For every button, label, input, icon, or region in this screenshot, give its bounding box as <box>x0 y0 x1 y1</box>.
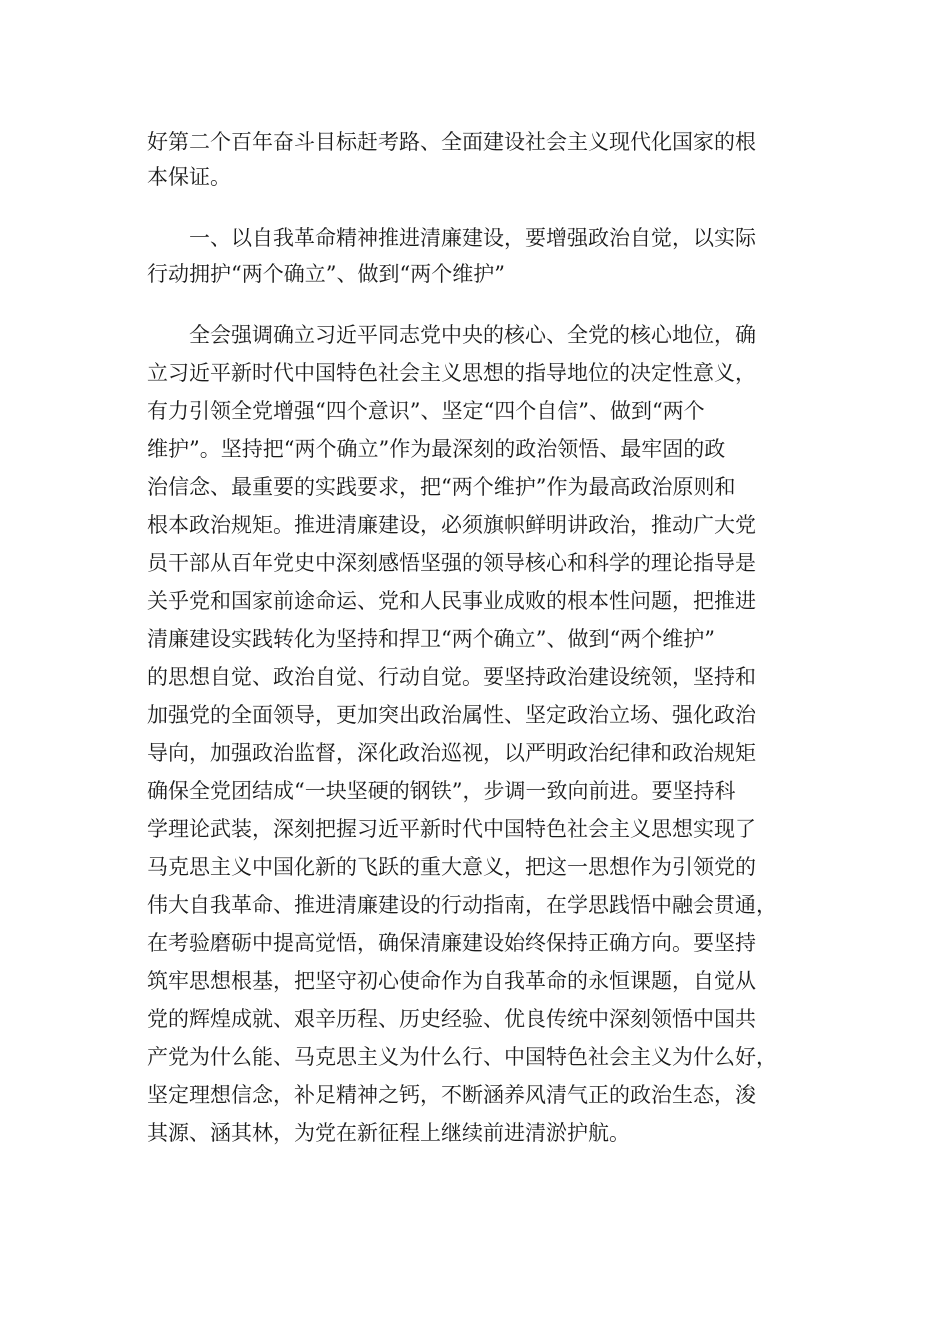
text-line: 坚定理想信念，补足精神之钙，不断涵养风清气正的政治生态，浚 <box>147 1083 756 1107</box>
text-line: 治信念、最重要的实践要求，把“两个维护”作为最高政治原则和 <box>147 475 736 499</box>
text-line: 马克思主义中国化新的飞跃的重大意义，把这一思想作为引领党的 <box>147 855 756 879</box>
text-line: 加强党的全面领导，更加突出政治属性、坚定政治立场、强化政治 <box>147 703 756 727</box>
text-line: 根本政治规矩。推进清廉建设，必须旗帜鲜明讲政治，推动广大党 <box>147 513 756 537</box>
text-line: 本保证。 <box>147 165 231 189</box>
text-line: 清廉建设实践转化为坚持和捍卫“两个确立”、做到“两个维护” <box>147 627 715 651</box>
text-line: 关乎党和国家前途命运、党和人民事业成败的根本性问题，把推进 <box>147 589 756 613</box>
text-line: 全会强调确立习近平同志党中央的核心、全党的核心地位，确 <box>189 323 756 347</box>
text-line: 确保全党团结成“一块坚硬的钢铁”，步调一致向前进。要坚持科 <box>147 779 736 803</box>
text-line: 立习近平新时代中国特色社会主义思想的指导地位的决定性意义， <box>147 361 756 385</box>
text-line: 党的辉煌成就、艰辛历程、历史经验、优良传统中深刻领悟中国共 <box>147 1007 756 1031</box>
text-line: 维护”。坚持把“两个确立”作为最深刻的政治领悟、最牢固的政 <box>147 437 726 461</box>
text-line: 伟大自我革命、推进清廉建设的行动指南，在学思践悟中融会贯通， <box>147 893 777 917</box>
section-heading-line: 行动拥护“两个确立”、做到“两个维护” <box>147 262 505 286</box>
text-line: 有力引领全党增强“四个意识”、坚定“四个自信”、做到“两个 <box>147 399 705 423</box>
text-line: 其源、涵其林，为党在新征程上继续前进清淤护航。 <box>147 1121 630 1145</box>
text-line: 在考验磨砺中提高觉悟，确保清廉建设始终保持正确方向。要坚持 <box>147 931 756 955</box>
text-line: 的思想自觉、政治自觉、行动自觉。要坚持政治建设统领，坚持和 <box>147 665 756 689</box>
text-line: 好第二个百年奋斗目标赶考路、全面建设社会主义现代化国家的根 <box>147 130 756 154</box>
text-line: 产党为什么能、马克思主义为什么行、中国特色社会主义为什么好， <box>147 1045 777 1069</box>
text-line: 筑牢思想根基，把坚守初心使命作为自我革命的永恒课题，自觉从 <box>147 969 756 993</box>
text-line: 学理论武装，深刻把握习近平新时代中国特色社会主义思想实现了 <box>147 817 756 841</box>
text-line: 员干部从百年党史中深刻感悟坚强的领导核心和科学的理论指导是 <box>147 551 756 575</box>
text-line: 导向，加强政治监督，深化政治巡视，以严明政治纪律和政治规矩 <box>147 741 756 765</box>
section-heading-line: 一、以自我革命精神推进清廉建设，要增强政治自觉，以实际 <box>189 226 756 250</box>
